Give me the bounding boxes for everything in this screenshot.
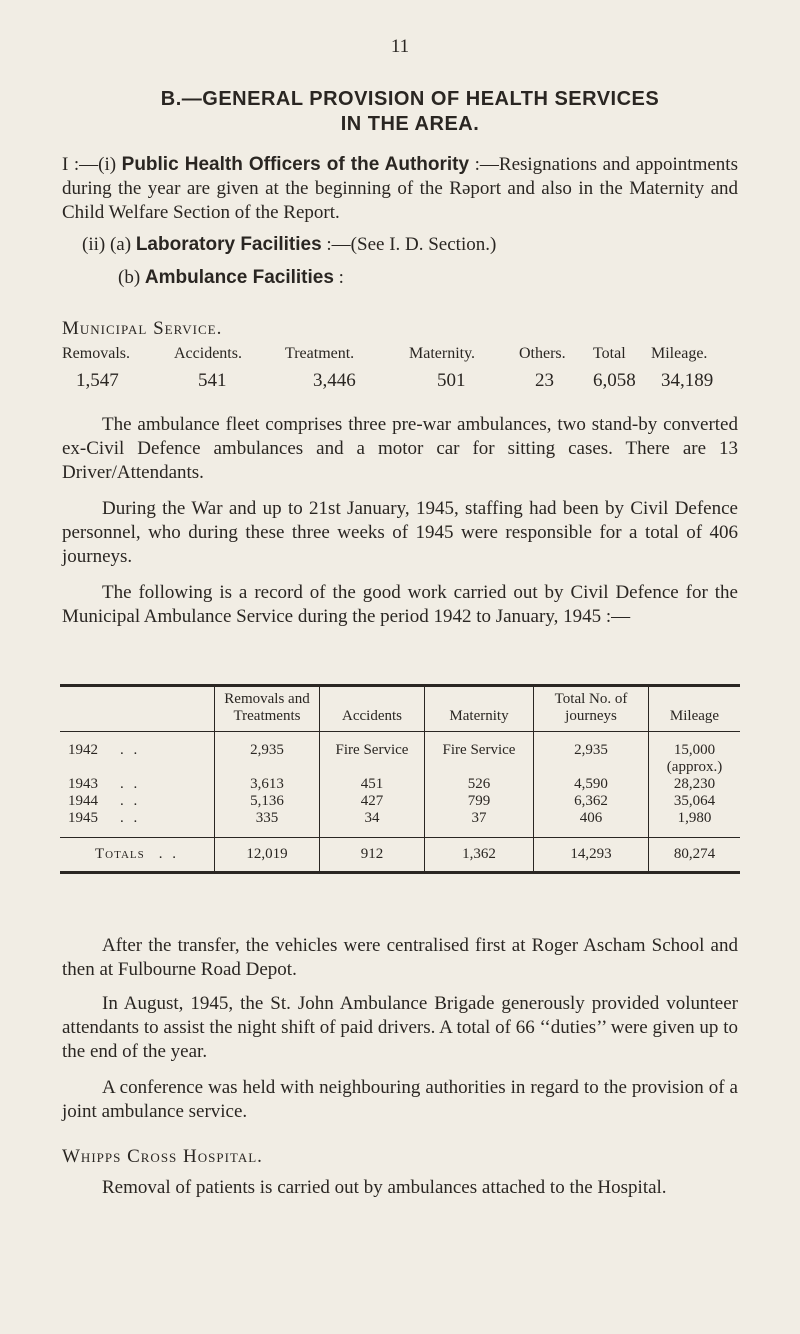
row-journeys: 4,590 bbox=[534, 776, 649, 793]
ambulance-facilities-title: Ambulance Facilities bbox=[144, 267, 334, 288]
table-row bbox=[60, 732, 740, 777]
row-accidents: 34 bbox=[320, 810, 425, 838]
totals-journeys: 14,293 bbox=[534, 838, 649, 873]
row-mileage: 1,980 bbox=[649, 810, 741, 838]
row-year: 1942 . . bbox=[68, 742, 141, 758]
totals-label: Totals . . bbox=[60, 838, 215, 873]
totals-mileage: 80,274 bbox=[649, 838, 741, 873]
st-john-paragraph: In August, 1945, the St. John Ambulance Brigade generously provided volunteer attendants to assist the night shift of paid drivers. A total of 66 ‘‘duties’’ were given up to the end of the year. bbox=[62, 993, 738, 1062]
row-removals: 3,613 bbox=[215, 776, 320, 793]
municipal-service-values bbox=[0, 370, 800, 394]
public-health-officers-title: Public Health Officers of the Authority bbox=[121, 154, 470, 175]
table-header-row bbox=[60, 686, 740, 732]
totals-removals: 12,019 bbox=[215, 838, 320, 873]
row-year: 1943 . . bbox=[68, 776, 141, 792]
stat-value-accidents: 541 bbox=[198, 370, 227, 391]
transfer-paragraph: After the transfer, the vehicles were centralised first at Roger Ascham School and then at Fulbourne Road Depot. bbox=[62, 935, 738, 980]
section-heading-line-2: IN THE AREA. bbox=[340, 113, 480, 135]
row-removals: 2,935 bbox=[215, 732, 320, 777]
stat-value-others: 23 bbox=[535, 370, 554, 391]
row-maternity: 526 bbox=[425, 776, 534, 793]
totals-maternity: 1,362 bbox=[425, 838, 534, 873]
ambulance-facilities-text: : bbox=[333, 267, 344, 288]
row-mileage: 28,230 bbox=[649, 776, 741, 793]
row-removals: 335 bbox=[215, 810, 320, 838]
public-health-officers-text: :—Resignations and appointments during the year are given at the beginning of the Rəport and also in the Maternity and Child Welfare Section of the Report. bbox=[62, 154, 738, 223]
stat-value-removals: 1,547 bbox=[76, 370, 119, 391]
stat-value-total: 6,058 bbox=[593, 370, 636, 391]
ambulance-fleet-paragraph: The ambulance fleet comprises three pre-war ambulances, two stand-by converted ex-Civil Defence ambulances and a motor car for sitting cases. There are 13 Driver/Attendants. bbox=[62, 414, 738, 483]
municipal-service-title: Municipal Service. bbox=[62, 318, 223, 339]
laboratory-facilities-line bbox=[82, 233, 738, 257]
row-accidents: Fire Service bbox=[320, 732, 425, 777]
page-number: 11 bbox=[390, 36, 410, 57]
totals-accidents: 912 bbox=[320, 838, 425, 873]
table-row bbox=[60, 810, 740, 838]
row-maternity: 37 bbox=[425, 810, 534, 838]
stat-header-maternity: Maternity. bbox=[409, 345, 476, 362]
table-header-removals: Removals and Treatments bbox=[215, 686, 320, 732]
row-year: 1945 . . bbox=[68, 810, 141, 826]
row-journeys: 406 bbox=[534, 810, 649, 838]
row-accidents: 451 bbox=[320, 776, 425, 793]
row-accidents: 427 bbox=[320, 793, 425, 810]
table-header-accidents: Accidents bbox=[320, 686, 425, 732]
item-prefix: (b) bbox=[118, 267, 145, 288]
table-header-mileage: Mileage bbox=[649, 686, 741, 732]
whipps-cross-title: Whipps Cross Hospital. bbox=[62, 1146, 263, 1167]
item-prefix: (ii) (a) bbox=[82, 234, 136, 255]
table-header-year bbox=[60, 686, 215, 732]
civil-defence-record-paragraph: The following is a record of the good work carried out by Civil Defence for the Municipal Ambulance Service during the period 1942 to January, 1945 :— bbox=[62, 582, 738, 627]
stat-header-mileage: Mileage. bbox=[651, 345, 708, 362]
table-row bbox=[60, 776, 740, 793]
stat-header-others: Others. bbox=[519, 345, 566, 362]
laboratory-facilities-title: Laboratory Facilities bbox=[135, 234, 322, 255]
row-mileage: 35,064 bbox=[649, 793, 741, 810]
row-maternity: 799 bbox=[425, 793, 534, 810]
stat-value-maternity: 501 bbox=[437, 370, 466, 391]
stat-header-removals: Removals. bbox=[62, 345, 130, 362]
conference-paragraph: A conference was held with neighbouring authorities in regard to the provision of a joint ambulance service. bbox=[62, 1077, 738, 1122]
row-journeys: 6,362 bbox=[534, 793, 649, 810]
stat-value-mileage: 34,189 bbox=[661, 370, 714, 391]
stat-header-total: Total bbox=[593, 345, 626, 362]
row-maternity: Fire Service bbox=[425, 732, 534, 777]
war-staffing-paragraph: During the War and up to 21st January, 1945, staffing had been by Civil Defence personnel, who during these three weeks of 1945 were responsible for a total of 406 journeys. bbox=[62, 498, 738, 567]
row-journeys: 2,935 bbox=[534, 732, 649, 777]
laboratory-facilities-text: :—(See I. D. Section.) bbox=[321, 234, 497, 255]
whipps-cross-paragraph: Removal of patients is carried out by ambulances attached to the Hospital. bbox=[102, 1177, 667, 1198]
table-totals-row bbox=[60, 838, 740, 873]
stat-header-accidents: Accidents. bbox=[174, 345, 242, 362]
row-mileage: 15,000 (approx.) bbox=[649, 732, 741, 777]
stat-value-treatment: 3,446 bbox=[313, 370, 356, 391]
public-health-officers-paragraph bbox=[62, 153, 738, 225]
section-heading-line-1: B.—GENERAL PROVISION OF HEALTH SERVICES bbox=[160, 88, 660, 110]
table-header-journeys: Total No. of journeys bbox=[534, 686, 649, 732]
row-removals: 5,136 bbox=[215, 793, 320, 810]
table-row bbox=[60, 793, 740, 810]
stat-header-treatment: Treatment. bbox=[285, 345, 355, 362]
row-year: 1944 . . bbox=[68, 793, 141, 809]
municipal-service-headers bbox=[0, 345, 800, 367]
item-prefix: I :—(i) bbox=[62, 154, 122, 175]
ambulance-facilities-line bbox=[118, 266, 738, 290]
civil-defence-record-table bbox=[60, 684, 740, 874]
table-header-maternity: Maternity bbox=[425, 686, 534, 732]
